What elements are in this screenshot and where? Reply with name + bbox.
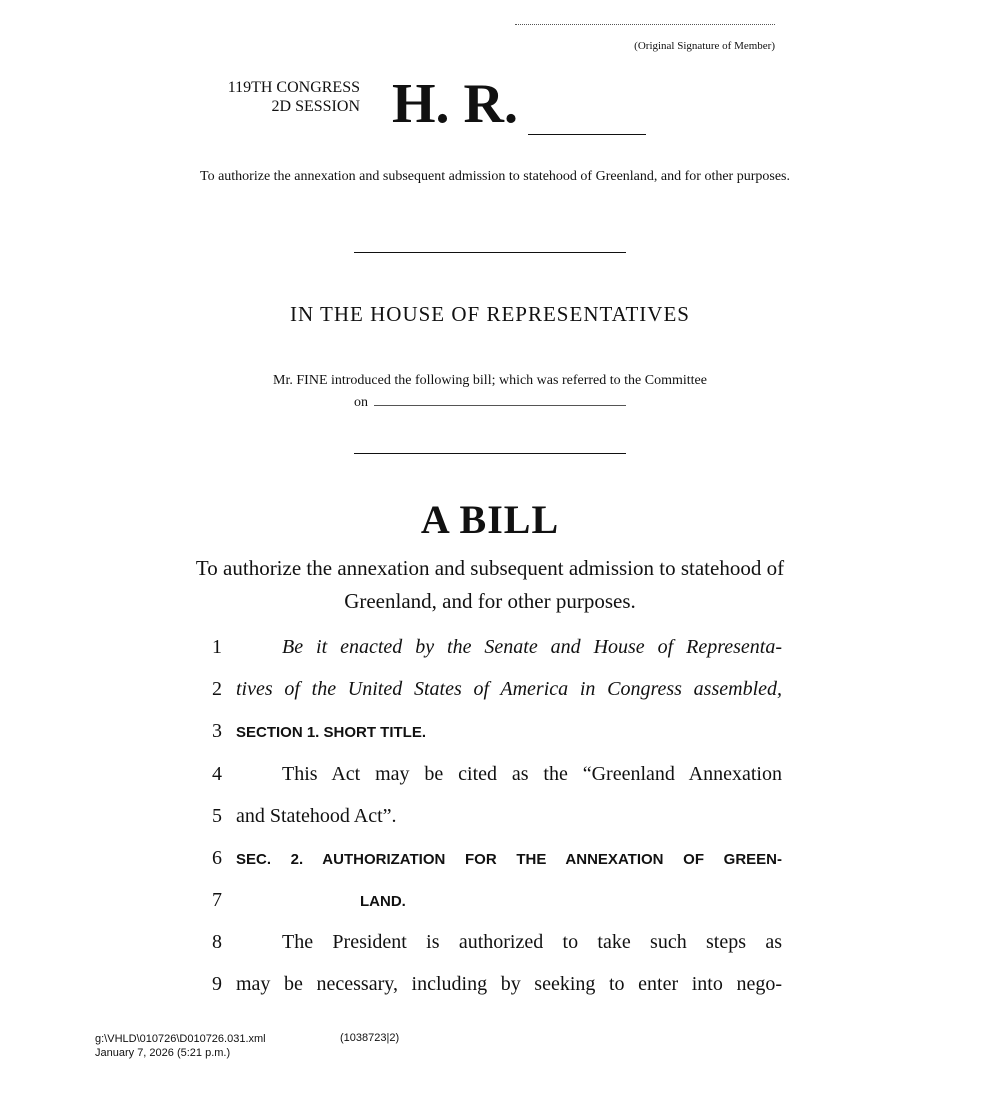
congress-label: 119TH CONGRESS <box>227 79 360 96</box>
title-short: To authorize the annexation and subsequent admission to statehood of Greenland, and for other purposes. <box>200 169 790 184</box>
introduction-line-1: Mr. FINE introduced the following bill; which was referred to the Committee <box>273 373 707 388</box>
bill-line: This Act may be cited as the “Greenland Annexation <box>282 763 782 785</box>
section-heading-continued: LAND. <box>360 893 406 910</box>
footer-file-path: g:\VHLD\010726\D010726.031.xml <box>95 1033 266 1045</box>
line-number: 3 <box>212 720 222 742</box>
footer-code: (1038723|2) <box>340 1032 400 1044</box>
bill-designation: H. R. <box>392 73 518 135</box>
bill-line: may be necessary, including by seeking to enter into nego- <box>236 973 782 995</box>
session-label: 2D SESSION <box>271 98 360 115</box>
introduction-text <box>180 370 800 414</box>
bill-line: Be it enacted by the Senate and House of Representa- <box>282 636 782 658</box>
bill-line: tives of the United States of America in Congress assembled, <box>236 678 782 700</box>
section-heading: SECTION 1. SHORT TITLE. <box>236 724 427 741</box>
section-heading: SEC. 2. AUTHORIZATION FOR THE ANNEXATION OF GREEN- <box>236 851 782 868</box>
signature-line <box>515 24 775 25</box>
bill-heading: A BILL <box>420 497 560 542</box>
bill-number-blank <box>528 134 646 135</box>
line-number: 6 <box>212 847 222 869</box>
congress-session-block <box>180 78 360 116</box>
bill-line: The President is authorized to take such steps as <box>282 931 782 953</box>
line-number: 2 <box>212 678 222 700</box>
chamber-heading: IN THE HOUSE OF REPRESENTATIVES <box>290 302 690 326</box>
divider-rule <box>354 252 626 253</box>
line-number: 9 <box>212 973 222 995</box>
line-number: 5 <box>212 805 222 827</box>
bill-purpose: To authorize the annexation and subsequent admission to statehood of Greenland, and for other purposes. <box>195 556 785 613</box>
footer-file-info <box>95 1032 266 1060</box>
line-number: 8 <box>212 931 222 953</box>
line-number: 4 <box>212 763 222 785</box>
divider-rule <box>354 453 626 454</box>
signature-caption: (Original Signature of Member) <box>634 40 775 52</box>
bill-line: and Statehood Act”. <box>236 805 397 827</box>
line-number: 7 <box>212 889 222 911</box>
footer-date: January 7, 2026 (5:21 p.m.) <box>95 1047 231 1059</box>
line-number: 1 <box>212 636 222 658</box>
committee-blank <box>374 405 626 406</box>
introduction-line-2 <box>180 392 800 414</box>
introduction-on-label: on <box>354 395 368 410</box>
